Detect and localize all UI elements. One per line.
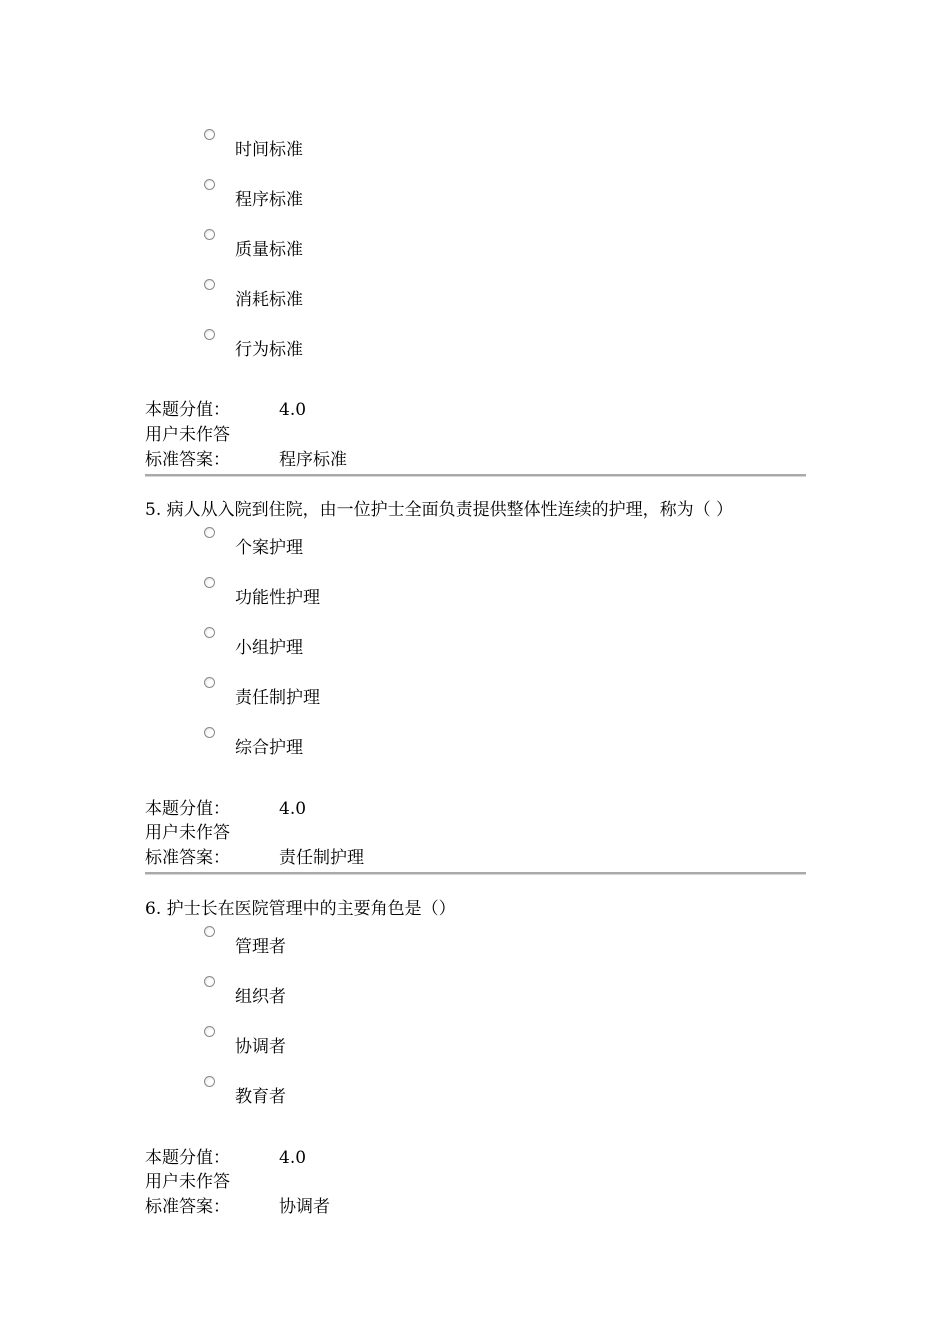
option-5-d[interactable] — [204, 677, 504, 722]
answer-value: 责任制护理 — [279, 848, 364, 868]
radio-button[interactable] — [204, 1076, 215, 1087]
score-label: 本题分值： — [145, 799, 230, 819]
answer-row — [145, 848, 364, 868]
score-value: 4.0 — [279, 1148, 307, 1168]
radio-button[interactable] — [204, 627, 215, 638]
option-label: 消耗标准 — [235, 290, 303, 310]
option-4-a[interactable] — [204, 129, 504, 174]
option-4-d[interactable] — [204, 279, 504, 324]
answer-label: 标准答案： — [145, 848, 230, 868]
answer-row — [145, 1197, 330, 1217]
option-5-c[interactable] — [204, 627, 504, 672]
option-label: 教育者 — [235, 1087, 286, 1107]
question-text: 6. 护士长在医院管理中的主要角色是（） — [145, 899, 456, 919]
score-value: 4.0 — [279, 799, 307, 819]
score-label: 本题分值： — [145, 1148, 230, 1168]
user-status: 用户未作答 — [145, 425, 230, 445]
option-label: 个案护理 — [235, 538, 303, 558]
radio-button[interactable] — [204, 229, 215, 240]
question-text: 5. 病人从入院到住院，由一位护士全面负责提供整体性连续的护理，称为（ ） — [145, 500, 734, 520]
radio-button[interactable] — [204, 677, 215, 688]
score-row — [145, 799, 306, 819]
score-row — [145, 1148, 306, 1168]
user-status: 用户未作答 — [145, 823, 230, 843]
radio-button[interactable] — [204, 976, 215, 987]
option-label: 行为标准 — [235, 340, 303, 360]
divider — [145, 474, 806, 477]
radio-button[interactable] — [204, 1026, 215, 1037]
answer-label: 标准答案： — [145, 1197, 230, 1217]
option-6-d[interactable] — [204, 1076, 504, 1121]
option-label: 小组护理 — [235, 638, 303, 658]
radio-button[interactable] — [204, 577, 215, 588]
option-5-b[interactable] — [204, 577, 504, 622]
radio-button[interactable] — [204, 727, 215, 738]
radio-button[interactable] — [204, 179, 215, 190]
answer-row — [145, 450, 347, 470]
option-label: 管理者 — [235, 937, 286, 957]
answer-value: 协调者 — [279, 1197, 330, 1217]
option-label: 程序标准 — [235, 190, 303, 210]
option-label: 综合护理 — [235, 738, 303, 758]
option-6-a[interactable] — [204, 926, 504, 971]
option-label: 协调者 — [235, 1037, 286, 1057]
divider — [145, 872, 806, 875]
option-label: 组织者 — [235, 987, 286, 1007]
radio-button[interactable] — [204, 527, 215, 538]
option-label: 功能性护理 — [235, 588, 320, 608]
option-4-b[interactable] — [204, 179, 504, 224]
option-label: 时间标准 — [235, 140, 303, 160]
option-4-c[interactable] — [204, 229, 504, 274]
radio-button[interactable] — [204, 329, 215, 340]
option-label: 责任制护理 — [235, 688, 320, 708]
radio-button[interactable] — [204, 279, 215, 290]
option-label: 质量标准 — [235, 240, 303, 260]
score-value: 4.0 — [279, 400, 307, 420]
answer-value: 程序标准 — [279, 450, 347, 470]
answer-label: 标准答案： — [145, 450, 230, 470]
option-4-e[interactable] — [204, 329, 504, 374]
radio-button[interactable] — [204, 926, 215, 937]
score-label: 本题分值： — [145, 400, 230, 420]
option-5-a[interactable] — [204, 527, 504, 572]
score-row — [145, 400, 306, 420]
radio-button[interactable] — [204, 129, 215, 140]
option-6-c[interactable] — [204, 1026, 504, 1071]
user-status: 用户未作答 — [145, 1172, 230, 1192]
option-5-e[interactable] — [204, 727, 504, 772]
option-6-b[interactable] — [204, 976, 504, 1021]
